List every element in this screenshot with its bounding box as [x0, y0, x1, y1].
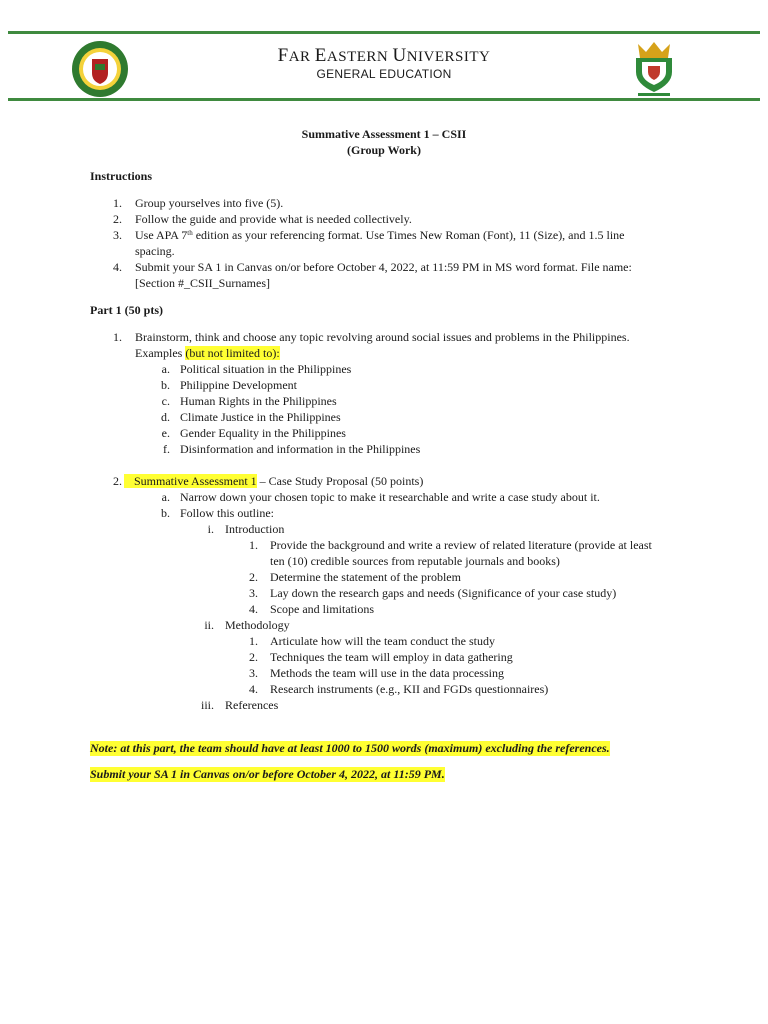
- outline-item-number: 1.: [249, 634, 258, 648]
- instruction-text-continued: spacing.: [135, 244, 175, 258]
- instruction-number: 4.: [113, 260, 122, 274]
- part1-item-text: Summative Assessment 1 – Case Study Proposal (50 points): [124, 473, 423, 489]
- header-top-rule: [8, 31, 760, 34]
- part1-heading: Part 1 (50 pts): [90, 303, 163, 317]
- instruction-number: 3.: [113, 228, 122, 242]
- example-text: Human Rights in the Philippines: [180, 394, 337, 408]
- instruction-text: Use APA 7th edition as your referencing format. Use Times New Roman (Font), 11 (Size), and 1.5 line: [135, 228, 625, 242]
- example-text: Philippine Development: [180, 378, 297, 392]
- outline-heading: References: [225, 698, 279, 712]
- instruction-text: Group yourselves into five (5).: [135, 196, 284, 210]
- example-letter: c.: [161, 394, 170, 408]
- example-letter: f.: [163, 442, 170, 456]
- part1-item-number: 1.: [113, 330, 122, 344]
- instruction-text-continued: [Section #_CSII_Surnames]: [135, 276, 270, 290]
- outline-item-number: 4.: [249, 602, 258, 616]
- outline-item-text: Provide the background and write a review of related literature (provide at least: [270, 538, 652, 552]
- university-name: FAR EASTERN UNIVERSITY: [277, 45, 491, 66]
- highlighted-text: (but not limited to):: [185, 346, 280, 360]
- example-letter: b.: [161, 378, 170, 392]
- instruction-text: Follow the guide and provide what is needed collectively.: [135, 212, 412, 226]
- submission-deadline-note: Submit your SA 1 in Canvas on/or before October 4, 2022, at 11:59 PM.: [90, 767, 445, 781]
- instruction-text: Submit your SA 1 in Canvas on/or before October 4, 2022, at 11:59 PM in MS word format. File name:: [135, 260, 632, 274]
- part1-item-text-continued: Examples (but not limited to):: [135, 346, 280, 360]
- outline-item-text: Lay down the research gaps and needs (Significance of your case study): [270, 586, 617, 600]
- word-count-note: Note: at this part, the team should have at least 1000 to 1500 words (maximum) excluding the references.: [90, 741, 610, 755]
- instructions-heading: Instructions: [90, 169, 153, 183]
- outline-item-number: 3.: [249, 586, 258, 600]
- example-letter: e.: [161, 426, 170, 440]
- subitem-letter: a.: [161, 490, 170, 504]
- outline-item-number: 4.: [249, 682, 258, 696]
- outline-item-text-continued: ten (10) credible sources from reputable journals and books): [270, 554, 560, 568]
- subitem-text: Follow this outline:: [180, 506, 275, 520]
- instruction-number: 2.: [113, 212, 122, 226]
- example-text: Political situation in the Philippines: [180, 362, 352, 376]
- outline-item-number: 2.: [249, 570, 258, 584]
- example-text: Climate Justice in the Philippines: [180, 410, 341, 424]
- outline-item-text: Techniques the team will employ in data gathering: [270, 650, 513, 664]
- document-title: [0, 126, 768, 158]
- title-line-1: Summative Assessment 1 – CSII: [301, 127, 467, 141]
- instruction-number: 1.: [113, 196, 122, 210]
- example-text: Gender Equality in the Philippines: [180, 426, 346, 440]
- example-letter: a.: [161, 362, 170, 376]
- outline-item-text: Methods the team will use in the data processing: [270, 666, 504, 680]
- general-education-logo: [624, 38, 684, 98]
- example-letter: d.: [161, 410, 170, 424]
- outline-roman-number: ii.: [204, 618, 214, 632]
- outline-item-text: Scope and limitations: [270, 602, 374, 616]
- outline-item-number: 1.: [249, 538, 258, 552]
- outline-heading: Methodology: [225, 618, 290, 632]
- outline-roman-number: iii.: [200, 698, 214, 712]
- department-name: GENERAL EDUCATION: [316, 67, 452, 81]
- part1-item-text: Brainstorm, think and choose any topic revolving around social issues and problems in the Philippines.: [135, 330, 630, 344]
- outline-item-text: Articulate how will the team conduct the study: [270, 634, 495, 648]
- outline-item-number: 2.: [249, 650, 258, 664]
- outline-heading: Introduction: [225, 522, 285, 536]
- outline-roman-number: i.: [207, 522, 214, 536]
- header-bottom-rule: [8, 98, 760, 101]
- part1-item-number: 2.: [113, 474, 122, 488]
- outline-item-text: Research instruments (e.g., KII and FGDs questionnaires): [270, 682, 549, 696]
- title-line-2: (Group Work): [347, 143, 421, 157]
- outline-item-number: 3.: [249, 666, 258, 680]
- example-text: Disinformation and information in the Philippines: [180, 442, 421, 456]
- highlighted-text: Summative Assessment 1: [124, 474, 257, 488]
- subitem-letter: b.: [161, 506, 170, 520]
- outline-item-text: Determine the statement of the problem: [270, 570, 461, 584]
- subitem-text: Narrow down your chosen topic to make it researchable and write a case study about it.: [180, 490, 600, 504]
